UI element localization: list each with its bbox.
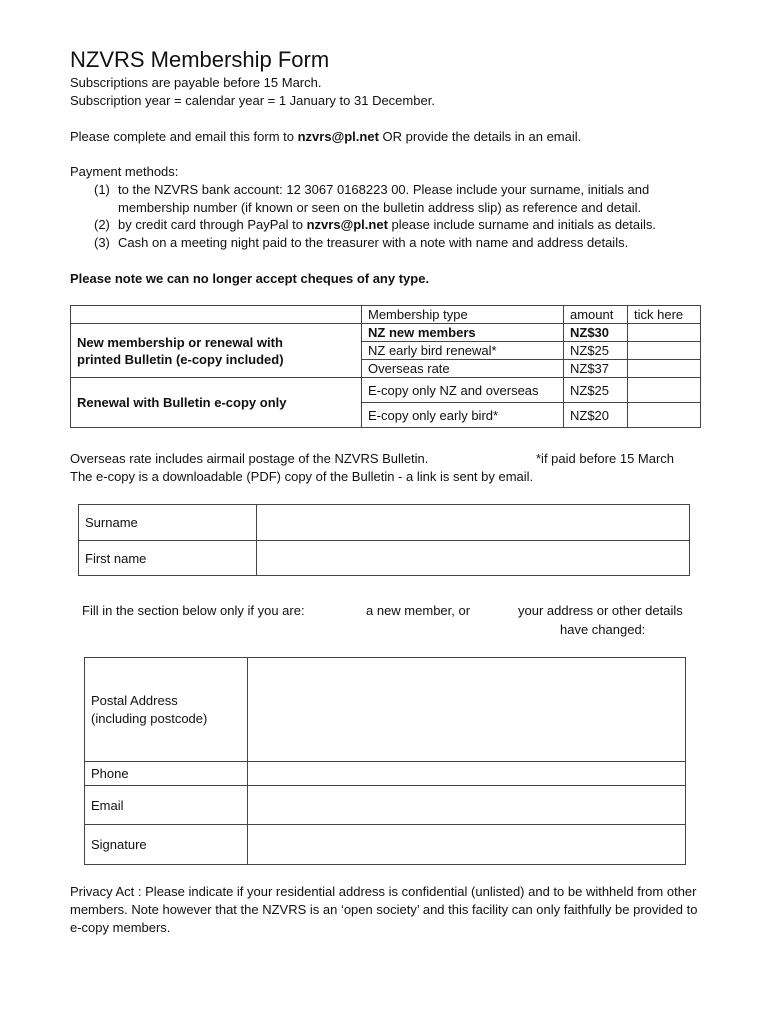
fill-in-lead: Fill in the section below only if you are: (82, 603, 305, 618)
tick-box[interactable] (628, 342, 701, 360)
payment-methods-list (94, 181, 718, 251)
fee-amount: NZ$20 (564, 403, 628, 428)
fee-amount: NZ$37 (564, 360, 628, 378)
fee-type: Overseas rate (362, 360, 564, 378)
surname-input[interactable] (257, 505, 690, 541)
fill-in-option-changed: your address or other details (518, 603, 683, 618)
privacy-act-note: Privacy Act : Please indicate if your residential address is confidential (unlisted) and to be withheld from other members. Note however that the NZVRS is an ‘open society’ and this facility can only faithfully be provided to e-copy members. (70, 884, 698, 935)
contact-row (85, 762, 686, 786)
fee-type: NZ new members (362, 324, 564, 342)
phone-label: Phone (85, 762, 248, 786)
payment-method-number: (3) (94, 234, 110, 250)
contact-row (85, 786, 686, 825)
tick-box[interactable] (628, 378, 701, 403)
contact-email-link[interactable]: nzvrs@pl.net (297, 129, 379, 144)
fee-category-printed-label: New membership or renewal with printed Bulletin (e-copy included) (77, 334, 284, 367)
fill-in-option-changed-cont: have changed: (560, 622, 646, 637)
contact-row (85, 658, 686, 762)
fee-amount: NZ$30 (564, 324, 628, 342)
tick-box[interactable] (628, 324, 701, 342)
postal-address-note: (including postcode) (91, 710, 208, 726)
name-row (79, 541, 690, 576)
fill-in-option-new-member: a new member, or (366, 603, 471, 618)
fee-type: NZ early bird renewal* (362, 342, 564, 360)
membership-fee-table (70, 305, 701, 428)
fee-amount: NZ$25 (564, 342, 628, 360)
paypal-email-link[interactable]: nzvrs@pl.net (306, 217, 388, 233)
subscription-year: Subscription year = calendar year = 1 January to 31 December. (70, 93, 435, 108)
fee-category-ecopy: Renewal with Bulletin e-copy only (71, 378, 362, 428)
early-bird-note: *if paid before 15 March (536, 451, 675, 466)
intro-text (70, 129, 581, 144)
postal-address-label-text: Postal Address (91, 692, 178, 708)
postal-address-label (85, 658, 248, 762)
payment-method-paypal-post: please include surname and initials as details. (387, 217, 657, 233)
fee-header-tick: tick here (628, 306, 701, 324)
tick-box[interactable] (628, 360, 701, 378)
fee-header-type: Membership type (362, 306, 564, 324)
surname-label: Surname (79, 505, 257, 541)
fee-row (71, 378, 701, 403)
contact-fields-table (84, 657, 686, 865)
payment-method-number: (2) (94, 217, 110, 233)
ecopy-note: The e-copy is a downloadable (PDF) copy of the Bulletin - a link is sent by email. (70, 469, 534, 484)
phone-input[interactable] (248, 762, 686, 786)
intro-prefix: Please complete and email this form to (70, 129, 298, 144)
fee-type: E-copy only NZ and overseas (362, 378, 564, 403)
fee-table-header (71, 306, 701, 324)
payment-method-number: (1) (94, 182, 110, 197)
signature-input[interactable] (248, 825, 686, 865)
first-name-label: First name (79, 541, 257, 576)
overseas-note: Overseas rate includes airmail postage of the NZVRS Bulletin. (70, 451, 429, 466)
fee-header-blank (71, 306, 362, 324)
signature-label: Signature (85, 825, 248, 865)
name-row (79, 505, 690, 541)
fee-header-amount: amount (564, 306, 628, 324)
payment-method-bank (94, 181, 718, 216)
intro-suffix: OR provide the details in an email. (378, 129, 582, 144)
fee-amount: NZ$25 (564, 378, 628, 403)
payment-method-cash (94, 234, 718, 252)
email-label: Email (85, 786, 248, 825)
name-fields-table (78, 504, 690, 576)
tick-box[interactable] (628, 403, 701, 428)
cheque-notice: Please note we can no longer accept cheques of any type. (70, 271, 430, 286)
postal-address-input[interactable] (248, 658, 686, 762)
fee-category-printed (71, 324, 362, 378)
subscription-deadline: Subscriptions are payable before 15 March. (70, 75, 322, 90)
payment-method-paypal-pre: by credit card through PayPal to (118, 217, 307, 233)
contact-row (85, 825, 686, 865)
payment-method-paypal (94, 216, 718, 234)
first-name-input[interactable] (257, 541, 690, 576)
fee-type: E-copy only early bird* (362, 403, 564, 428)
email-input[interactable] (248, 786, 686, 825)
fee-row (71, 324, 701, 342)
payment-method-text: to the NZVRS bank account: 12 3067 0168223 00. Please include your surname, initials and membership number (if known or seen on the bulletin address slip) as reference and detail. (118, 182, 650, 215)
page-title: NZVRS Membership Form (70, 47, 330, 72)
payment-method-text: Cash on a meeting night paid to the treasurer with a note with name and address details. (118, 234, 629, 250)
payment-heading: Payment methods: (70, 164, 179, 179)
